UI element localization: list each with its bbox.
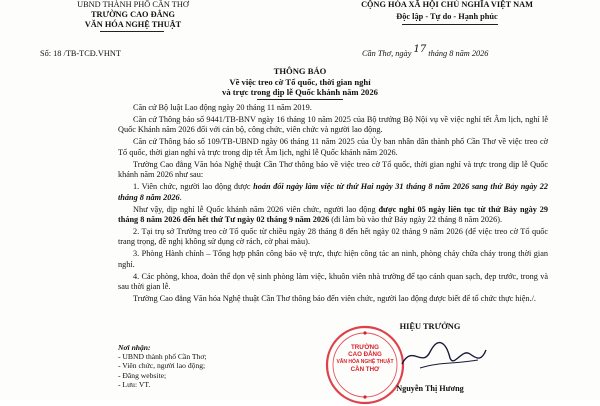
recipients-label: Nơi nhận: bbox=[118, 343, 151, 352]
item-3-paragraph: 3. Phòng Hành chính – Tổng hợp phân công bảo vệ trực, thực hiện công tác an ninh, phòng cháy chữa cháy trong thời gian nghỉ. bbox=[118, 249, 548, 269]
legal-basis-2: Căn cứ Thông báo số 9441/TB-BNV ngày 16 tháng 10 năm 2025 của Bộ trưởng Bộ Nội vụ về việc nghỉ tết Âm lịch, nghỉ lễ Quốc Khánh năm 2026 đối với cán bộ, công chức, viên chức và người lao động. bbox=[118, 115, 548, 135]
item-1-detail-paragraph bbox=[118, 205, 548, 226]
seal-line: CẦN THƠ bbox=[350, 366, 380, 374]
issue-date-day: 17 bbox=[413, 44, 427, 55]
recipient-item: - Đăng website; bbox=[118, 370, 167, 380]
recipients-block bbox=[118, 343, 206, 389]
issue-date-suffix: tháng 8 năm 2026 bbox=[428, 49, 489, 58]
national-motto: Độc lập - Tự do - Hạnh phúc bbox=[396, 12, 498, 21]
motto-underline bbox=[402, 24, 498, 25]
handwritten-signature bbox=[398, 338, 488, 374]
document-body bbox=[118, 103, 548, 306]
item-1-paragraph bbox=[118, 182, 548, 203]
item-1-emphasis: hoán đổi ngày làm việc từ thứ Hai ngày 31 tháng 8 năm 2026 sang thứ Bảy ngày 22 tháng 8 năm 2026 bbox=[118, 182, 549, 202]
issue-date-prefix: Cần Thơ, ngày bbox=[362, 49, 412, 58]
subject-underline bbox=[257, 99, 343, 100]
item-1-detail-end: (đi làm bù vào thứ Bảy ngày 22 tháng 8 năm 2026). bbox=[329, 215, 503, 225]
issue-date bbox=[362, 44, 489, 59]
legal-basis-3: Căn cứ Thông báo số 109/TB-UBND ngày 06 tháng 11 năm 2025 của Ủy ban nhân dân thành phố Cần Thơ về việc treo cờ Tổ quốc, thời gian nghỉ và trực trong dịp tết Âm lịch, nghỉ lễ Quốc khánh năm 2026. bbox=[118, 137, 548, 157]
national-header bbox=[302, 0, 592, 22]
signer-name: Nguyễn Thị Hương bbox=[396, 384, 464, 393]
agency-underline bbox=[100, 31, 164, 32]
seal-line: CAO ĐẲNG bbox=[348, 351, 382, 359]
recipient-item: - Viên chức, người lao động; bbox=[118, 361, 206, 371]
closing-paragraph: Trường Cao đẳng Văn hóa Nghệ thuật Cần Thơ thông báo đến viên chức, người lao động được biết để tổ chức thực hiện./. bbox=[133, 294, 536, 304]
document-subject-line1: Về việc treo cờ Tổ quốc, thời gian nghỉ bbox=[229, 77, 371, 87]
document-number: Số: 18 /TB-TCĐ.VHNT bbox=[40, 49, 121, 58]
agency-parent: UBND THÀNH PHỐ CẦN THƠ bbox=[77, 0, 189, 9]
item-2-paragraph: 2. Tại trụ sở Trường treo cờ Tổ quốc từ chiều ngày 28 tháng 8 đến hết ngày 02 tháng 9 năm 2026 (để việc treo cờ Tổ quốc trang trọng, đề nghị không sử dụng cờ rách, cờ phai màu). bbox=[118, 227, 548, 247]
agency-name-line2: VĂN HÓA NGHỆ THUẬT bbox=[84, 20, 182, 29]
item-1-lead: 1. Viên chức, người lao động được bbox=[133, 182, 254, 192]
document-subject-line2: và trực trong dịp lễ Quốc khánh năm 2026 bbox=[222, 87, 378, 97]
seal-lettering bbox=[330, 344, 400, 374]
signer-title: HIỆU TRƯỞNG bbox=[399, 322, 461, 331]
legal-basis-1: Căn cứ Bộ luật Lao động ngày 20 tháng 11 năm 2019. bbox=[133, 103, 312, 112]
nation-name: CỘNG HÒA XÃ HỘI CHỦ NGHĨA VIỆT NAM bbox=[361, 0, 533, 9]
document-title: THÔNG BÁO bbox=[273, 66, 327, 76]
issuing-agency-header bbox=[26, 0, 240, 30]
item-1-end: . bbox=[179, 192, 182, 202]
seal-line: TRƯỜNG bbox=[351, 344, 379, 351]
recipient-item: - UBND thành phố Cần Thơ; bbox=[118, 352, 207, 362]
item-4-paragraph: 4. Các phòng, khoa, đoàn thể dọn vệ sinh phòng làm việc, khuôn viên nhà trường để tạo cảnh quan sạch, đẹp trước, trong và sau thời gian lễ. bbox=[118, 271, 548, 292]
agency-name-line1: TRƯỜNG CAO ĐẲNG bbox=[90, 10, 176, 19]
intro-paragraph: Trường Cao đẳng Văn hóa Nghệ thuật Cần Thơ thông báo về việc treo cờ Tổ quốc, thời gian nghỉ và trực trong dịp lễ Quốc khánh năm 2026 như sau: bbox=[118, 159, 548, 180]
recipient-item: - Lưu: VT. bbox=[118, 379, 151, 389]
item-1-detail-emphasis: được nghỉ 05 ngày liên tục từ thứ Bảy ngày 29 tháng 8 năm 2026 đến hết thứ Tư ngày 02 tháng 9 năm 2026 bbox=[118, 204, 548, 225]
item-1-detail-lead: Như vậy, dịp nghỉ lễ Quốc khánh năm 2026 viên chức, người lao động bbox=[133, 204, 379, 214]
seal-line: VĂN HÓA NGHỆ THUẬT bbox=[336, 358, 394, 365]
